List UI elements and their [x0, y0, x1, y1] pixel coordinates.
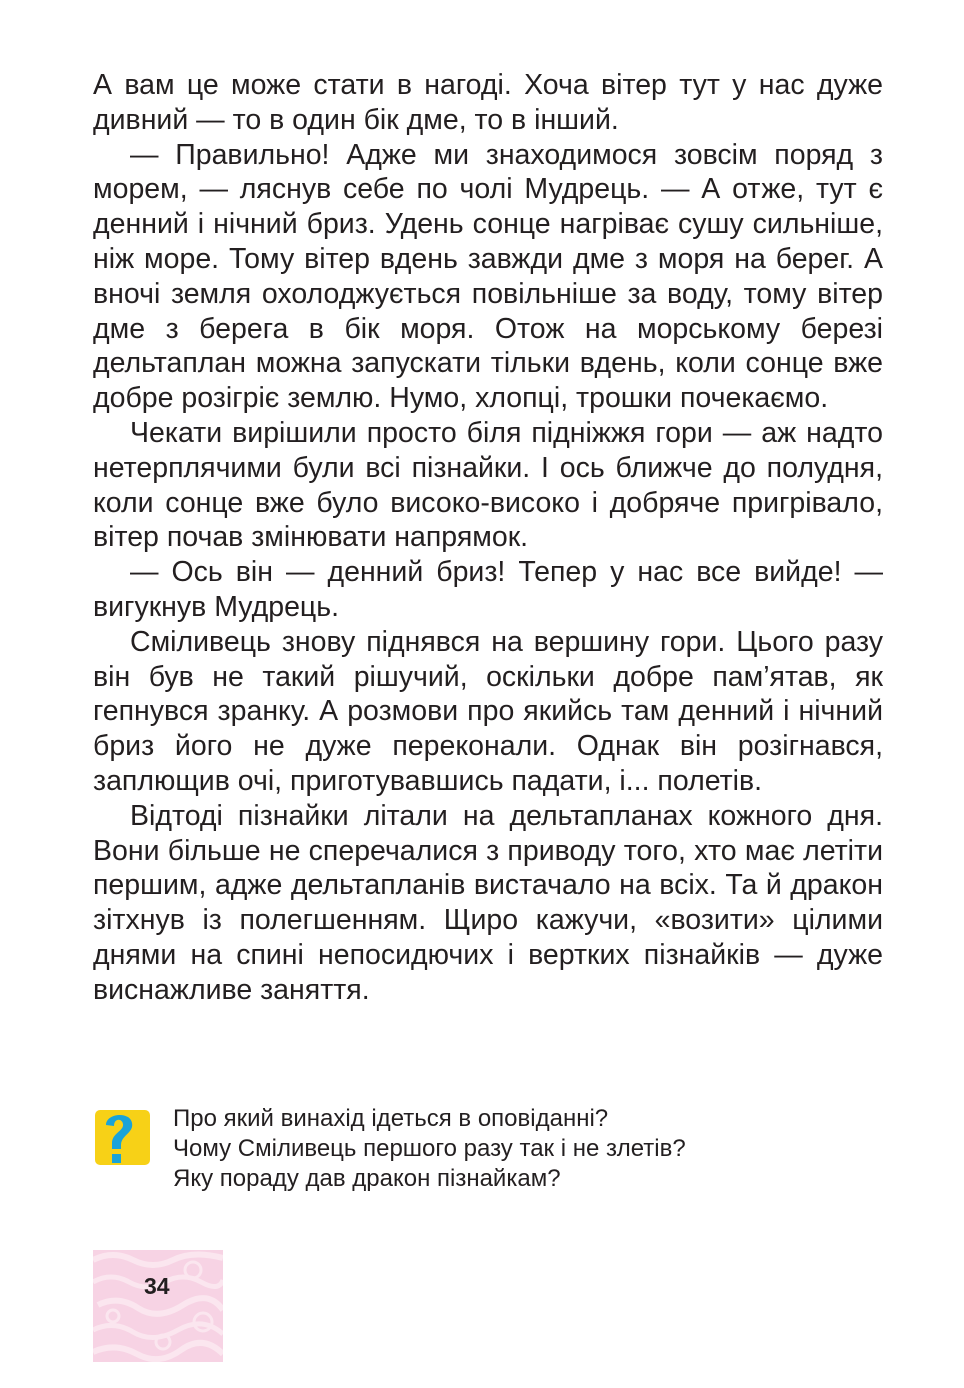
question-item: Про який винахід ідеться в оповіданні?	[173, 1105, 609, 1132]
question-mark-icon	[92, 1106, 152, 1168]
paragraph-1: А вам це може стати в нагоді. Хоча вітер тут у нас дуже дивний — то в один бік дме, то в інший.	[93, 69, 883, 136]
page-number: 34	[144, 1273, 170, 1299]
question-item: Яку пораду дав дракон пізнайкам?	[173, 1165, 561, 1192]
paragraph-3: Чекати вирішили просто біля підніжжя гори — аж надто нетерплячими були всі пізнайки. І ось ближче до полудня, коли сонце вже було високо-високо і добряче пригрівало, вітер почав змінювати напрямок.	[93, 416, 883, 554]
story-text	[93, 68, 883, 1008]
paragraph-5: Сміливець знову піднявся на вершину гори. Цього разу він був не такий рішучий, оскільки добре пам’ятав, як гепнувся зранку. А розмови про якийсь там денний і нічний бриз його не дуже переконали. Однак він розігнався, заплющив очі, приготувавшись падати, і... полетів.	[93, 625, 883, 797]
question-list	[173, 1104, 686, 1194]
paragraph-4: — Ось він — денний бриз! Тепер у нас все вийде! — вигукнув Мудрець.	[93, 556, 883, 623]
paragraph-6: Відтоді пізнайки літали на дельтапланах кожного дня. Вони більше не сперечалися з приводу того, хто має летіти першим, адже дельтапланів вистачало на всіх. Та й дракон зітхнув із полегшенням. Щиро кажучи, «возити» цілими днями на спині непосидючих і вертких пізнайків — дуже виснажливе заняття.	[93, 799, 883, 1006]
paragraph-2: — Правильно! Адже ми знаходимося зовсім поряд з морем, — ляснув себе по чолі Мудрець. — А отже, тут є денний і нічний бриз. Удень сонце нагріває сушу сильніше, ніж море. Тому вітер вдень завжди дме з моря на берег. А вночі земля охолоджується повільніше за воду, тому вітер дме з берега в бік моря. Отож на морському березі дельтаплан можна запускати тільки вдень, коли сонце вже добре розігріє землю. Нумо, хлопці, трошки почекаємо.	[93, 138, 883, 415]
questions-block	[92, 1104, 892, 1204]
page-corner-ornament	[93, 1250, 223, 1362]
question-item: Чому Сміливець першого разу так і не злетів?	[173, 1135, 686, 1162]
